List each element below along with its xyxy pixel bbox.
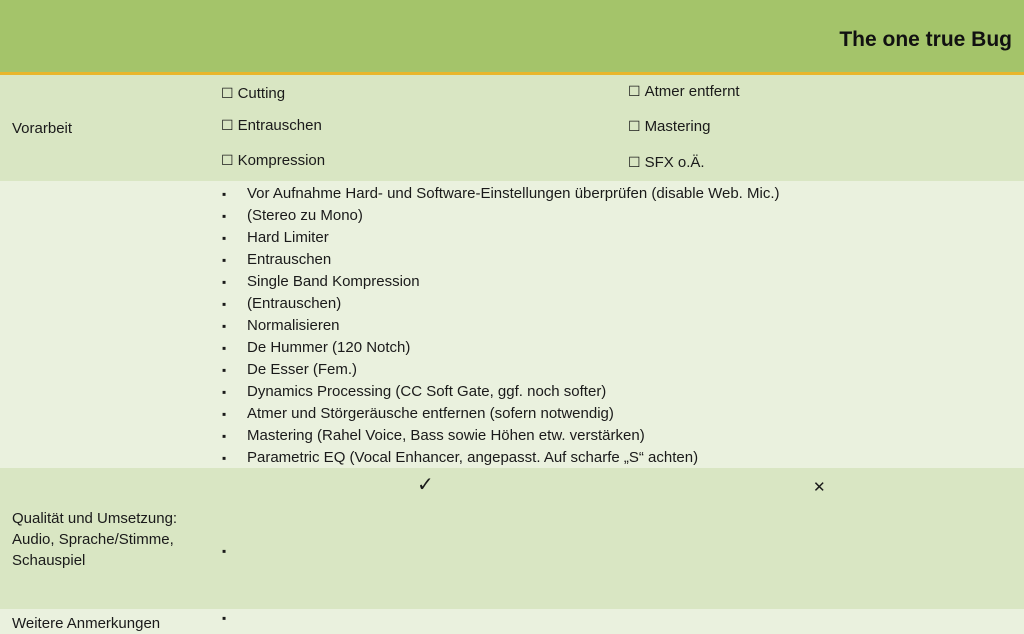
- list-item-text: Single Band Kompression: [247, 273, 420, 290]
- checkbox-icon: ☐: [221, 153, 234, 169]
- list-item: [222, 183, 780, 205]
- list-item-text: Parametric EQ (Vocal Enhancer, angepasst. Auf scharfe „S“ achten): [247, 449, 699, 466]
- bullet-icon: ▪: [222, 319, 227, 333]
- bullet-icon: ▪: [222, 429, 227, 443]
- list-item-text: Dynamics Processing (CC Soft Gate, ggf. noch softer): [247, 383, 607, 400]
- checkbox-mastering[interactable]: [628, 117, 710, 137]
- list-item-text: (Stereo zu Mono): [247, 207, 363, 224]
- checkbox-label: SFX o.Ä.: [644, 154, 705, 171]
- document-header: [0, 0, 1024, 75]
- list-item: [222, 315, 780, 337]
- notes-row: [0, 609, 1024, 634]
- vorarbeit-row: [0, 75, 1024, 181]
- bullet-icon: ▪: [222, 407, 227, 421]
- list-item-text: Atmer und Störgeräusche entfernen (sofern notwendig): [247, 405, 614, 422]
- bullet-icon: ▪: [222, 544, 227, 558]
- bullet-icon: ▪: [222, 297, 227, 311]
- steps-list: [222, 183, 780, 469]
- list-item: [222, 425, 780, 447]
- list-item-text: Mastering (Rahel Voice, Bass sowie Höhen etw. verstärken): [247, 427, 645, 444]
- cross-icon[interactable]: ✕: [813, 478, 826, 496]
- bullet-icon: ▪: [222, 385, 227, 399]
- list-item-text: Normalisieren: [247, 317, 340, 334]
- checkbox-icon: ☐: [628, 84, 641, 100]
- checkmark-icon[interactable]: ✓: [417, 472, 434, 496]
- list-item-text: Hard Limiter: [247, 229, 329, 246]
- bullet-icon: ▪: [222, 275, 227, 289]
- list-item: [222, 403, 780, 425]
- steps-row: [0, 181, 1024, 468]
- checkbox-atmer-entfernt[interactable]: [628, 82, 740, 102]
- bullet-icon: ▪: [222, 363, 227, 377]
- checkbox-icon: ☐: [628, 155, 641, 171]
- checkbox-label: Kompression: [237, 152, 326, 169]
- list-item: [222, 205, 780, 227]
- checkbox-sfx[interactable]: [628, 153, 705, 173]
- list-item: [222, 381, 780, 403]
- notes-label: Weitere Anmerkungen: [12, 615, 161, 632]
- vorarbeit-label: Vorarbeit: [12, 120, 73, 137]
- list-item: [222, 359, 780, 381]
- quality-label-line: Qualität und Umsetzung:: [12, 510, 178, 527]
- list-item: [222, 447, 780, 469]
- bullet-icon: ▪: [222, 341, 227, 355]
- bullet-icon: ▪: [222, 253, 227, 267]
- bullet-icon: ▪: [222, 611, 227, 625]
- checkbox-kompression[interactable]: [221, 151, 325, 171]
- quality-row: [0, 468, 1024, 609]
- quality-label-line: Audio, Sprache/Stimme,: [12, 531, 174, 548]
- quality-label-line: Schauspiel: [12, 552, 86, 569]
- list-item-text: Entrauschen: [247, 251, 332, 268]
- checkbox-icon: ☐: [221, 86, 234, 102]
- list-item-text: De Hummer (120 Notch): [247, 339, 411, 356]
- checkbox-label: Atmer entfernt: [644, 83, 740, 100]
- list-item-text: De Esser (Fem.): [247, 361, 358, 378]
- quality-label: [12, 508, 177, 571]
- bullet-icon: ▪: [222, 187, 227, 201]
- checkbox-label: Mastering: [644, 118, 711, 135]
- checkbox-cutting[interactable]: [221, 84, 285, 104]
- checkbox-label: Cutting: [237, 85, 286, 102]
- list-item: [222, 293, 780, 315]
- checkbox-icon: ☐: [221, 118, 234, 134]
- checkbox-icon: ☐: [628, 119, 641, 135]
- checkbox-label: Entrauschen: [237, 117, 322, 134]
- list-item: [222, 227, 780, 249]
- list-item-text: Vor Aufnahme Hard- und Software-Einstellungen überprüfen (disable Web. Mic.): [247, 185, 780, 202]
- bullet-icon: ▪: [222, 209, 227, 223]
- list-item: [222, 249, 780, 271]
- checkbox-entrauschen[interactable]: [221, 116, 322, 136]
- list-item: [222, 337, 780, 359]
- list-item: [222, 271, 780, 293]
- bullet-icon: ▪: [222, 451, 227, 465]
- document-title: The one true Bug: [839, 28, 1012, 51]
- bullet-icon: ▪: [222, 231, 227, 245]
- list-item-text: (Entrauschen): [247, 295, 342, 312]
